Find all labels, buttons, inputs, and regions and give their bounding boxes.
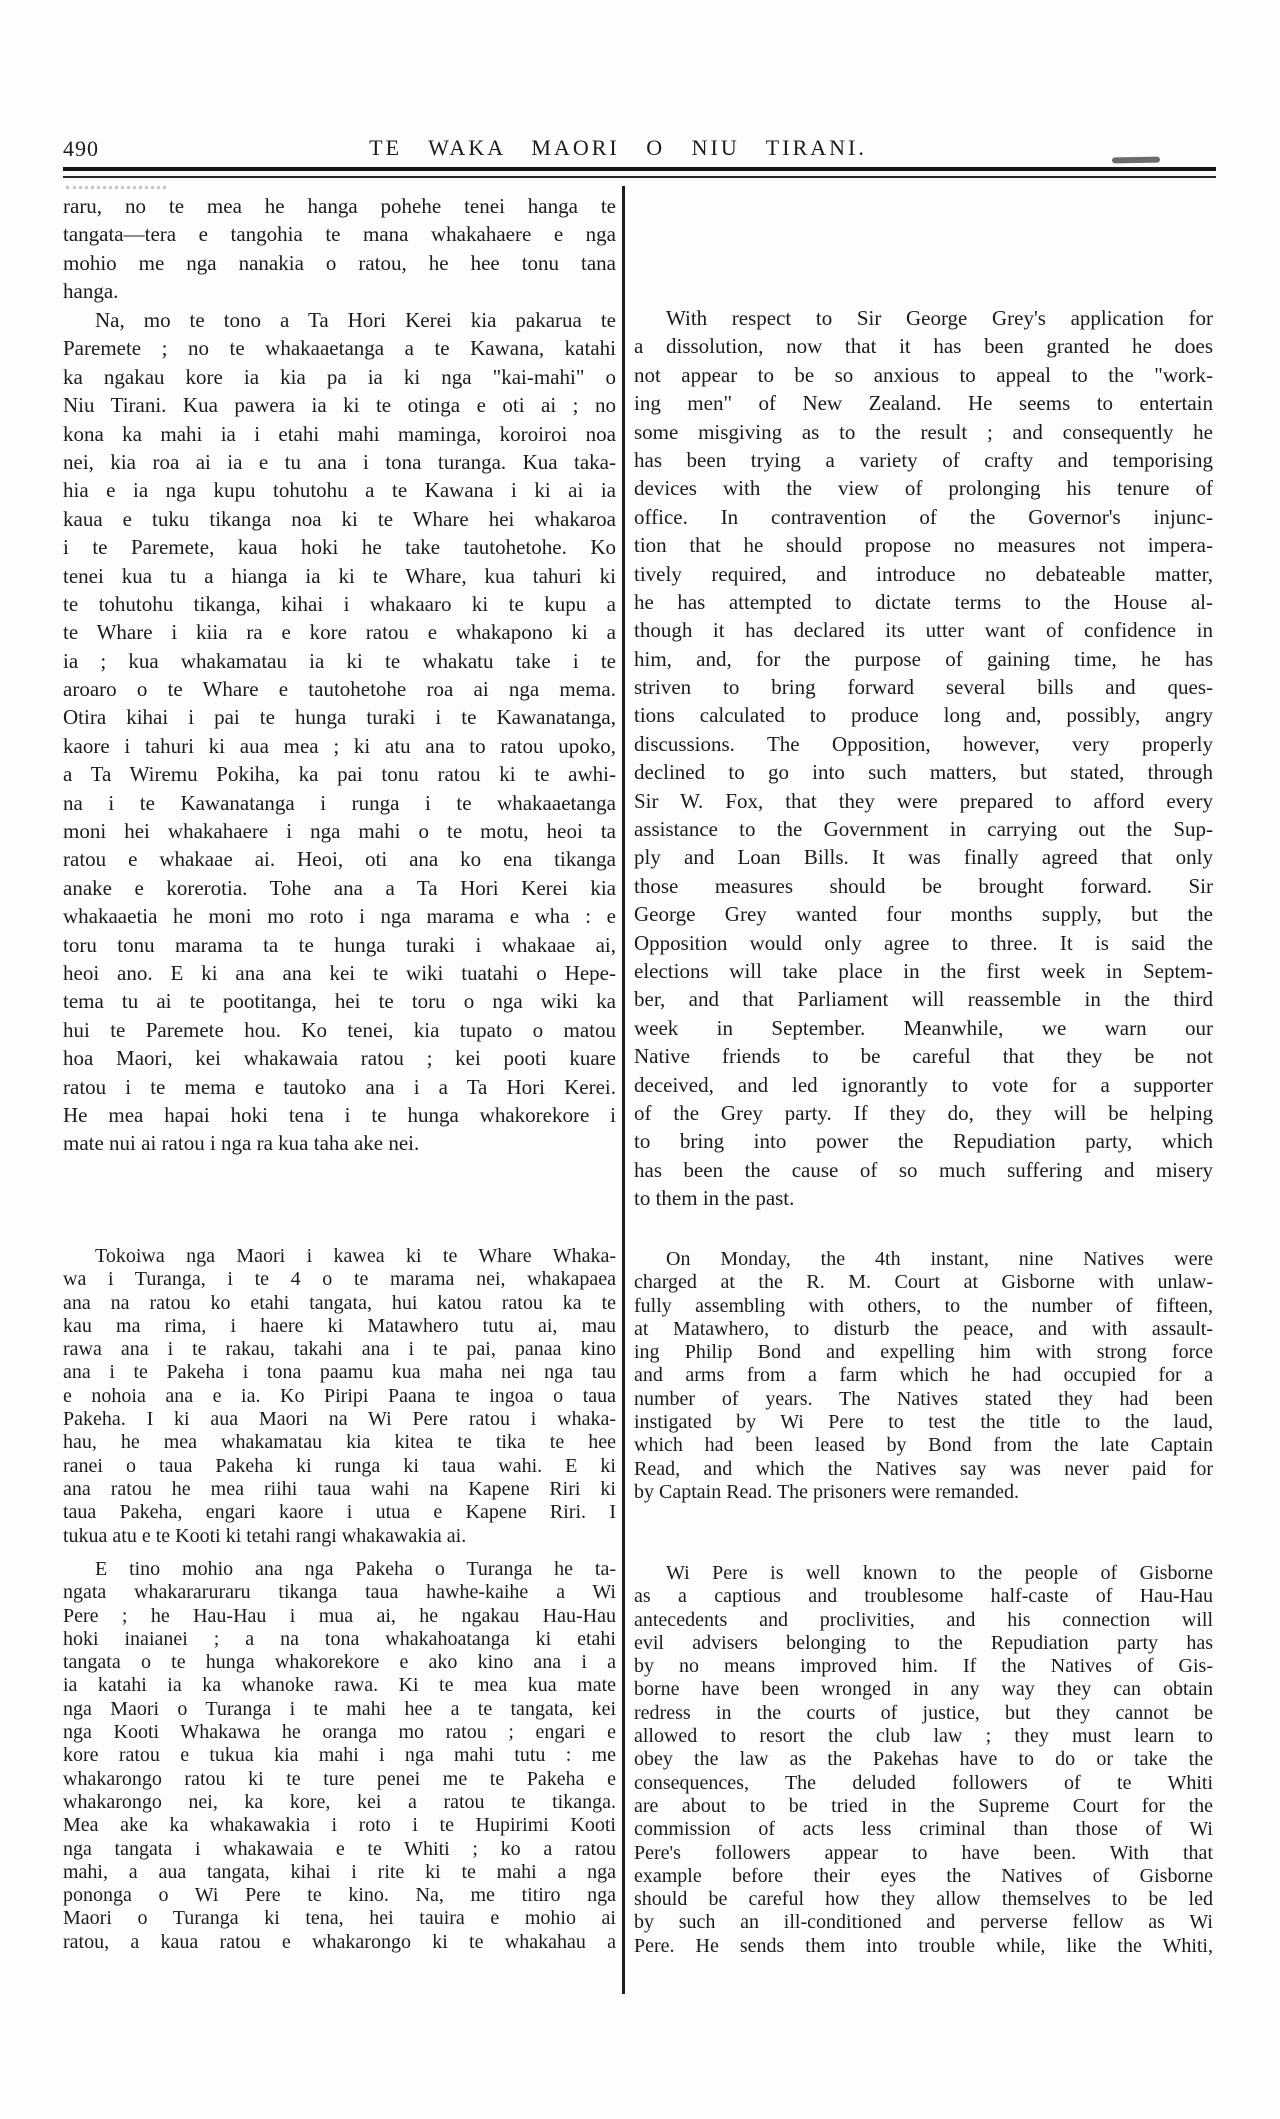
text-line: antecedents and proclivities, and his connection will [634,1608,1213,1631]
text-line: anake e korerotia. Tohe ana a Ta Hori Kerei kia [63,875,616,900]
text-line: by such an ill-conditioned and perverse fellow as Wi [634,1911,1213,1934]
text-line: tion that he should propose no measures not impera- [634,533,1213,558]
text-line: wa i Turanga, i te 4 o te marama nei, whakapaea [63,1268,616,1291]
text-line: office. In contravention of the Governor's injunc- [634,504,1213,529]
text-line: pononga o Wi Pere te kino. Na, me titiro nga [63,1884,616,1907]
text-line: nei, kia roa ai ia e tu ana i tona turanga. Kua taka- [63,449,616,474]
text-line: borne have been wronged in any way they can obtain [634,1678,1213,1701]
text-line: Native friends to be careful that they be not [634,1044,1213,1069]
text-line: Otira kihai i pai te hunga turaki i te Kawanatanga, [63,705,616,730]
text-line: tangata o te hunga whakorekore e ako kino ana i a [63,1651,616,1674]
text-line: ing men" of New Zealand. He seems to entertain [634,391,1213,416]
text-line: whakarongo nei, ka kore, kei a ratou te tikanga. [63,1790,616,1813]
text-line: te Whare i kiia ra e kore ratou e whakapono ki a [63,620,616,645]
scan-speckle [66,186,166,189]
text-line: charged at the R. M. Court at Gisborne with unlaw- [634,1271,1213,1294]
text-line: taua Pakeha, engari kaore i utua e Kapene Riri. I [63,1501,616,1524]
text-line: a Ta Wiremu Pokiha, ka pai tonu ratou ki te awhi- [63,762,616,787]
text-line: of the Grey party. If they do, they will be helping [634,1100,1213,1125]
text-line: kau ma rima, i haere ki Matawhero tutu ai, mau [63,1314,616,1337]
text-line: him, and, for the purpose of gaining time, he has [634,646,1213,671]
english-paragraph-gisborne-court [634,1248,1213,1504]
text-line: On Monday, the 4th instant, nine Natives were [666,1248,1213,1270]
text-line: Mea ake ka whakawakia i roto i te Hupirimi Kooti [63,1814,616,1837]
text-line: ratou, a kaua ratou e whakarongo ki te whakahau a [63,1930,616,1953]
text-line: ratou e whakaae ai. Heoi, oti ana ko ena tikanga [63,847,616,872]
text-line: not appear to be so anxious to appeal to the "work- [634,362,1213,387]
text-line: toru tonu marama ta te hunga turaki i whakaae ai, [63,932,616,957]
header-rule-thin [63,176,1216,178]
text-line: ana na ratou ko etahi tangata, hui katou ratou ka te [63,1291,616,1314]
text-line: he has attempted to dictate terms to the House al- [634,589,1213,614]
text-line: e nohoia ana e ia. Ko Piripi Paana te ingoa o taua [63,1384,616,1407]
text-line: tema tu ai te pootitanga, hei te toru o nga wiki ka [63,989,616,1014]
text-line: With respect to Sir George Grey's application for [666,306,1213,330]
text-line: are about to be tried in the Supreme Court for the [634,1794,1213,1817]
text-line: ngata whakararuraru tikanga taua hawhe-kaihe a Wi [63,1581,616,1604]
text-line: and arms from a farm which he had occupied for a [634,1364,1213,1387]
english-paragraph-grey-dissolution [634,304,1213,1213]
text-line: kaore i tahuri ki aua mea ; ki atu ana to ratou upoko, [63,733,616,758]
text-line: hui te Paremete hou. Ko tenei, kia tupato o matou [63,1017,616,1042]
text-line: kore ratou e tukua kia mahi i nga mahi tutu : me [63,1744,616,1767]
text-line: tively required, and introduce no debateable matter, [634,561,1213,586]
text-line: Tokoiwa nga Maori i kawea ki te Whare Whaka- [95,1245,616,1267]
text-line: na i te Kawanatanga i runga i te whakaaetanga [63,790,616,815]
text-line: hoki inaianei ; a na tona whakahoatanga ki etahi [63,1627,616,1650]
text-line: te tohutohu tikanga, kihai i whakaaro ki te kupu a [63,591,616,616]
text-line: by Captain Read. The prisoners were remanded. [634,1480,1020,1503]
text-line: tukua atu e te Kooti ki tetahi rangi whakawakia ai. [63,1524,467,1547]
text-line: fully assembling with others, to the number of fifteen, [634,1294,1213,1317]
text-line: declined to go into such matters, but stated, through [634,760,1213,785]
text-line: a dissolution, now that it has been granted he does [634,334,1213,359]
text-line: aroaro o te Whare e tautohetohe roa ai nga mema. [63,677,616,702]
maori-paragraph-grey-dissolution [63,306,616,1158]
text-line: tenei kua tu a hianga ia ki te Whare, kua tahuri ki [63,563,616,588]
text-line: some misgiving as to the result ; and consequently he [634,419,1213,444]
maori-paragraph-wi-pere [63,1558,616,1954]
text-line: mahi, a aua tangata, kihai i rite ki te mahi a nga [63,1860,616,1883]
text-line: kaua e tuku tikanga noa ki te Whare hei whakaroa [63,506,616,531]
text-line: He mea hapai hoki tena i te hunga whakorekore i [63,1102,616,1127]
text-line: devices with the view of prolonging his tenure of [634,476,1213,501]
text-line: Pere's followers appear to have been. With that [634,1841,1213,1864]
text-line: E tino mohio ana nga Pakeha o Turanga he ta- [95,1558,616,1580]
text-line: ing Philip Bond and expelling him with strong force [634,1341,1213,1364]
text-line: has been the cause of so much suffering and misery [634,1157,1213,1182]
text-line: obey the law as the Pakehas have to do or take the [634,1748,1213,1771]
text-line: hia e ia nga kupu tohutohu a te Kawana i ki ai ia [63,478,616,503]
text-line: to bring into power the Repudiation party, which [634,1129,1213,1154]
text-line: redress in the courts of justice, but they cannot be [634,1701,1213,1724]
text-line: raru, no te mea he hanga pohehe tenei hanga te [63,194,616,218]
text-line: Pakeha. I ki aua Maori na Wi Pere ratou i whaka- [63,1408,616,1431]
text-line: i te Paremete, kaua hoki he take tautohetohe. Ko [63,535,616,560]
text-line: week in September. Meanwhile, we warn our [634,1015,1213,1040]
text-line: hau, he mea whakamatau kia kitea te tika te hee [63,1431,616,1454]
text-line: Pere ; he Hau-Hau i mua ai, he ngakau Hau-Hau [63,1604,616,1627]
text-line: as a captious and troublesome half-caste of Hau-Hau [634,1585,1213,1608]
text-line: ia katahi ia ka whanoke rawa. Ki te mea kua mate [63,1674,616,1697]
header-rule-thick [63,167,1216,171]
text-line: tangata—tera e tangohia te mana whakahaere e nga [63,222,616,247]
text-line: should be careful how they allow themselves to be led [634,1888,1213,1911]
text-line: striven to bring forward several bills and ques- [634,675,1213,700]
text-line: whakaaetia he moni mo roto i nga marama e wha : e [63,904,616,929]
maori-paragraph-continuation [63,192,616,306]
text-line: instigated by Wi Pere to test the title to the laud, [634,1411,1213,1434]
text-line: Opposition would only agree to three. It is said the [634,930,1213,955]
text-line: nga tangata i whakawaia e te Whiti ; ko a ratou [63,1837,616,1860]
masthead-title: TE WAKA MAORI O NIU TIRANI. [369,135,867,160]
text-line: to them in the past. [634,1186,795,1211]
maori-paragraph-turanga-court [63,1245,616,1548]
text-line: ber, and that Parliament will reassemble in the third [634,987,1213,1012]
text-line: moni hei whakahaere i nga mahi o te motu, heoi ta [63,819,616,844]
text-line: those measures should be brought forward. Sir [634,873,1213,898]
english-paragraph-wi-pere [634,1562,1213,1958]
text-line: number of years. The Natives stated they had been [634,1387,1213,1410]
text-line: Sir W. Fox, that they were prepared to afford every [634,788,1213,813]
column-divider-rule [622,186,625,1994]
text-line: ana ratou he mea riihi taua wahi na Kapene Riri ki [63,1477,616,1500]
text-line: Niu Tirani. Kua pawera ia ki te otinga e oti ai ; no [63,393,616,418]
ink-smudge [1112,157,1160,164]
text-line: Pere. He sends them into trouble while, like the Whiti, [634,1934,1213,1957]
text-line: tions calculated to produce long and, possibly, angry [634,703,1213,728]
text-line: by no means improved him. If the Natives of Gis- [634,1655,1213,1678]
text-line: mate nui ai ratou i nga ra kua taha ake nei. [63,1131,420,1156]
text-line: whakarongo ratou ki te ture penei me te Pakeha e [63,1767,616,1790]
text-line: ply and Loan Bills. It was finally agreed that only [634,845,1213,870]
text-line: allowed to resort the club law ; they must learn to [634,1725,1213,1748]
text-line: example before their eyes the Natives of Gisborne [634,1864,1213,1887]
text-line: discussions. The Opposition, however, very properly [634,731,1213,756]
text-line: commission of acts less criminal than those of Wi [634,1818,1213,1841]
text-line: heoi ano. E ki ana ana kei te wiki tuatahi o Hepe- [63,960,616,985]
text-line: has been trying a variety of crafty and temporising [634,447,1213,472]
text-line: mohio me nga nanakia o ratou, he hee tonu tana [63,250,616,275]
text-line: nga Maori o Turanga i te mahi hee a te tangata, kei [63,1697,616,1720]
text-line: consequences, The deluded followers of te Whiti [634,1771,1213,1794]
text-line: nga Kooti Whakawa he oranga mo ratou ; engari e [63,1721,616,1744]
text-line: ratou i te mema e tautoko ana i a Ta Hori Kerei. [63,1074,616,1099]
text-line: ka ngakau kore ia kia pa ia ki nga "kai-mahi" o [63,364,616,389]
text-line: which had been leased by Bond from the late Captain [634,1434,1213,1457]
text-line: Wi Pere is well known to the people of Gisborne [666,1562,1213,1584]
text-line: hanga. [63,279,119,304]
text-line: ranei o taua Pakeha ki runga ki taua wahi. E ki [63,1454,616,1477]
text-line: at Matawhero, to disturb the peace, and with assault- [634,1317,1213,1340]
text-line: hoa Maori, kei whakawaia ratou ; kei pooti kuare [63,1046,616,1071]
text-line: elections will take place in the first week in Septem- [634,958,1213,983]
text-line: though it has declared its utter want of confidence in [634,618,1213,643]
text-line: George Grey wanted four months supply, but the [634,902,1213,927]
text-line: Paremete ; no te whakaaetanga a te Kawana, katahi [63,336,616,361]
text-line: kona ka mahi ia i etahi mahi maminga, koroiroi noa [63,421,616,446]
text-line: evil advisers belonging to the Repudiation party has [634,1631,1213,1654]
text-line: assistance to the Government in carrying out the Sup- [634,817,1213,842]
page-number: 490 [63,136,99,161]
text-line: Read, and which the Natives say was never paid for [634,1457,1213,1480]
text-line: Na, mo te tono a Ta Hori Kerei kia pakarua te [95,308,616,332]
text-line: ia ; kua whakamatau ia ki te whakatu take i te [63,648,616,673]
text-line: Maori o Turanga ki tena, hei tauira e mohio ai [63,1907,616,1930]
text-line: ana i te Pakeha i tona paamu kua maha nei nga tau [63,1361,616,1384]
text-line: deceived, and led ignorantly to vote for a supporter [634,1072,1213,1097]
text-line: rawa ana i te rakau, takahi ana i te pai, panaa kino [63,1338,616,1361]
